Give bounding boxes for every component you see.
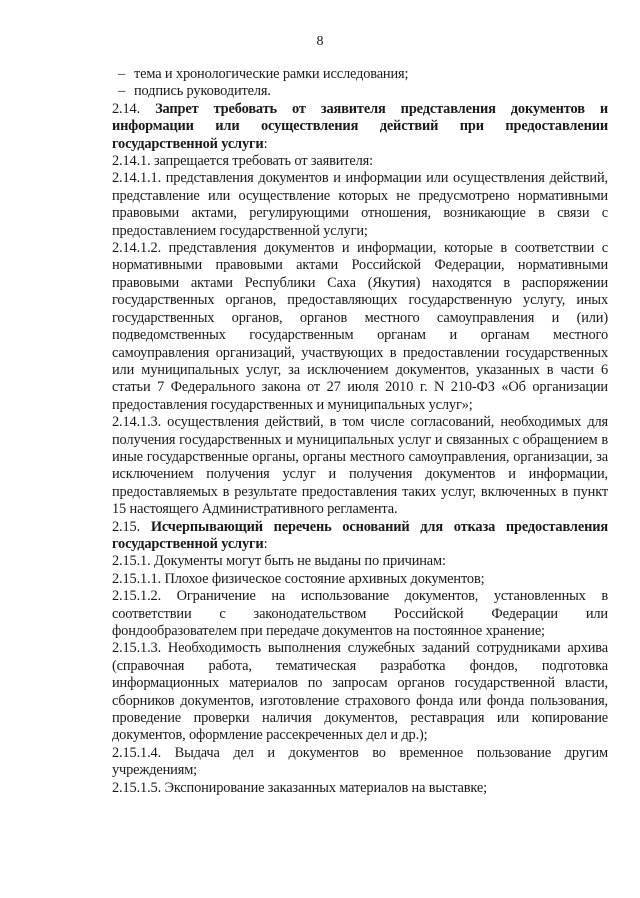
document-body — [112, 66, 608, 797]
section-title: Исчерпывающий перечень оснований для отказа предоставления государственной услуги — [112, 518, 608, 552]
bullet-dash: – — [118, 83, 126, 100]
section-number: 2.15. — [112, 518, 141, 535]
bullet-item — [112, 83, 608, 100]
bullet-item — [112, 66, 608, 83]
paragraph-2-15-1-3: 2.15.1.3. Необходимость выполнения служебных заданий сотрудниками архива (справочная работа, тематическая разработка фондов, подготовка информационных материалов по запросам органов государственной власти, сборников документов, изготовление страхового фонда или фонда пользования, проведение проверки наличия документов, реставрация или копирование документов, оформление рассекреченных дел и др.); — [112, 640, 608, 744]
page-number: 8 — [316, 34, 324, 49]
paragraph-2-14-1-3: 2.14.1.3. осуществления действий, в том числе согласований, необходимых для получения государственных и муниципальных услуг и связанных с обращением в иные государственные органы, органы местного самоуправления, организации, за исключением получения услуг и получения документов и информации, предоставляемых в результате предоставления таких услуг, включенных в пункт 15 настоящего Административного регламента. — [112, 414, 608, 518]
bullet-dash: – — [118, 66, 126, 82]
paragraph-2-15-1-2: 2.15.1.2. Ограничение на использование документов, установленных в соответствии с законодательством Российской Федерации или фондообразователем при передаче документов на постоянное хранение; — [112, 588, 608, 639]
paragraph-2-15-1-1: 2.15.1.1. Плохое физическое состояние архивных документов; — [112, 570, 485, 587]
section-number: 2.14. — [112, 100, 141, 117]
paragraph-2-14-1-1: 2.14.1.1. представления документов и информации или осуществления действий, представление или осуществление которых не предусмотрено нормативными правовыми актами, регулирующими отношения, возникающие в связи с предоставлением государственной услуги; — [112, 170, 608, 239]
paragraph-2-15-1-4: 2.15.1.4. Выдача дел и документов во временное пользование другим учреждениям; — [112, 744, 608, 779]
section-heading-2-15 — [112, 519, 608, 554]
section-title-colon: : — [263, 135, 268, 152]
paragraph-2-15-1: 2.15.1. Документы могут быть не выданы по причинам: — [112, 553, 446, 570]
section-title: Запрет требовать от заявителя представления документов и информации или осуществления действий при предоставлении государственной услуги — [112, 100, 608, 152]
paragraph-2-14-1: 2.14.1. запрещается требовать от заявителя: — [112, 153, 373, 170]
paragraph-2-14-1-2: 2.14.1.2. представления документов и информации, которые в соответствии с нормативными правовыми актами Российской Федерации, нормативными правовыми актами Республики Саха (Якутия) находятся в распоряжении государственных органов, предоставляющих государственную услугу, иных государственных органов, органов местного самоуправления и (или) подведомственных государственным органам и органам местного самоуправления организаций, участвующих в предоставлении государственных или муниципальных услуг, за исключением документов, указанных в части 6 статьи 7 Федерального закона от 27 июля 2010 г. N 210-ФЗ «Об организации предоставления государственных и муниципальных услуг»; — [112, 240, 608, 413]
paragraph-2-15-1-5: 2.15.1.5. Экспонирование заказанных материалов на выставке; — [112, 779, 487, 796]
bullet-text: подпись руководителя. — [134, 83, 271, 100]
section-title-colon: : — [263, 535, 268, 552]
section-heading-2-14 — [112, 101, 608, 153]
bullet-text: тема и хронологические рамки исследования; — [134, 66, 409, 82]
